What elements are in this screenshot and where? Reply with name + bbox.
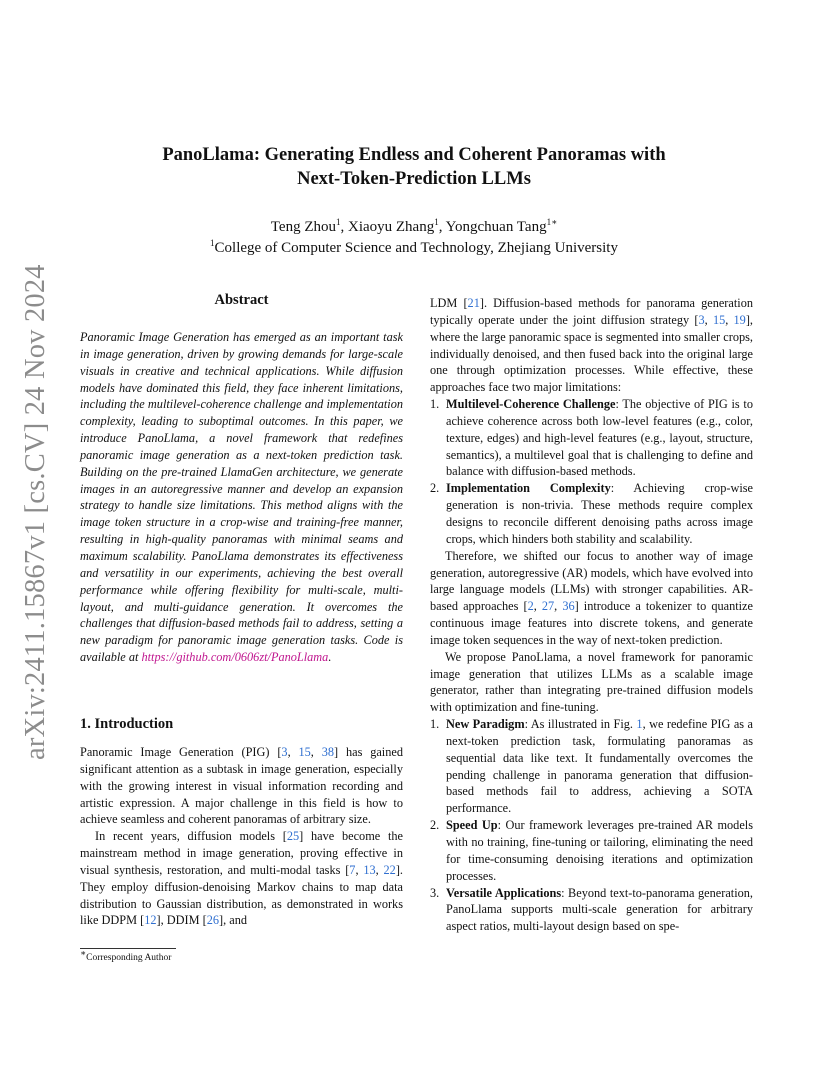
- citation-link[interactable]: 19: [733, 312, 746, 327]
- abstract-heading: Abstract: [214, 292, 269, 308]
- title-line-2: Next-Token-Prediction LLMs: [297, 169, 531, 189]
- list-item: 1. Multilevel-Coherence Challenge: The objective of PIG is to achieve coherence across both low-level features (e.g., color, texture, edges) and high-level features (e.g., layout, structure, semantics), a multilevel goal that is challenging to define and balance with diffusion-based methods.: [430, 397, 753, 479]
- citation-link[interactable]: 15: [712, 312, 726, 327]
- introduction-body: [80, 744, 403, 929]
- affiliation: $^1$College of Computer Science and Technology, Zhejiang University: [210, 238, 618, 256]
- citation-link[interactable]: 13: [363, 862, 376, 877]
- author-list: Teng Zhou$^1$, Xiaoyu Zhang$^1$, Yongchuan Tang$^{1∗}$: [270, 217, 558, 235]
- list-item: 2. Implementation Complexity: Achieving crop-wise generation is non-trivia. These methods require complex designs to reconcile different denoising paths across image crops, which hinders both stability and scalability.: [430, 481, 753, 546]
- author-name: Teng Zhou: [270, 219, 336, 235]
- paragraph: In recent years, diffusion models [25] have become the mainstream method in image generation, proving effective in visual synthesis, restoration, and multi-modal tasks [7, 13, 22]. They employ diffusion-denoising Markov chains to map data distribution to Gaussian distribution, as demonstrated in works like DDPM [12], DDIM [26], and: [80, 829, 403, 928]
- abstract-text: Panoramic Image Generation has emerged as an important task in image generation, driven by growing demands for large-scale visuals in creative and technical applications. While diffusion models have dominated this field, they face inherent limitations, including the multilevel-coherence challenge and implementation complexity, leading to suboptimal outcomes. In this paper, we introduce PanoLlama, a novel framework that redefines panoramic image generation as a next-token prediction task. Building on the pre-trained LlamaGen architecture, we generate images in an autoregressive manner and develop an expansion strategy to handle size limitations. This method aligns with the image token structure in a crop-wise and training-free manner, resulting in high-quality panoramas with minimal seams and maximum scalability. PanoLlama demonstrates its effectiveness and versatility in our experiments, achieving the best overall performance while offering flexibility for multi-scale, multi-layout, and multi-guidance generation. It overcomes the challenges that diffusion-based methods fail to address, setting a new paradigm for panoramic image generation tasks. Code is available at https://github.com/0606zt/PanoLlama.: [80, 330, 403, 665]
- citation-link[interactable]: 38: [321, 745, 335, 759]
- code-link[interactable]: https://github.com/0606zt/PanoLlama: [141, 650, 329, 665]
- citation-link[interactable]: 36: [562, 599, 575, 614]
- paragraph: LDM [21]. Diffusion-based methods for panorama generation typically operate under the joint diffusion strategy [3, 15, 19], where the large panoramic space is segmented into smaller crops, individually denoised, and then fused back into the original large one through optimization processes. While effective, these approaches face two major limitations:: [430, 296, 753, 395]
- arxiv-identifier: arXiv:2411.15867v1 [cs.CV] 24 Nov 2024: [20, 264, 51, 760]
- citation-link[interactable]: 22: [383, 862, 396, 877]
- figure-link[interactable]: 1: [636, 717, 643, 732]
- citation-link[interactable]: 2: [527, 599, 534, 614]
- contributions-list: [430, 716, 753, 935]
- footnote-rule: [80, 948, 176, 949]
- paragraph: Therefore, we shifted our focus to another way of image generation, autoregressive (AR) models, which have evolved into large language models (LLMs) with stronger capabilities. AR-based approaches [2, 27, 36] introduce a tokenizer to quantize continuous image features into discrete tokens, and generate image token sequences in the way of next-token prediction.: [430, 548, 753, 647]
- citation-link[interactable]: 7: [349, 862, 356, 877]
- author-affil-mark: 1: [335, 217, 341, 227]
- right-column: [430, 295, 753, 935]
- citation-link[interactable]: 12: [144, 913, 157, 928]
- title-line-1: PanoLlama: Generating Endless and Coherent Panoramas with: [162, 145, 666, 165]
- paragraph: Panoramic Image Generation (PIG) [3, 15, 38] has gained significant attention as a subtask in image generation, especially with the growing interest in visual information recording and artistic expression. A major challenge in this field is how to achieve seamless and coherent panoramas of arbitrary size.: [80, 745, 403, 827]
- list-item: 1. New Paradigm: As illustrated in Fig. 1, we redefine PIG as a next-token prediction task, formulating panoramas as sequential data like text. It fundamentally overcomes the pending challenge in panorama generation that diffusion-based methods fail to address, achieving a SOTA performance.: [430, 717, 753, 816]
- author-affil-mark: 1∗: [546, 217, 558, 227]
- citation-link[interactable]: 25: [286, 829, 300, 844]
- citation-link[interactable]: 27: [541, 599, 555, 614]
- citation-link[interactable]: 3: [281, 745, 288, 759]
- citation-link[interactable]: 21: [467, 296, 480, 310]
- citation-link[interactable]: 3: [698, 312, 705, 327]
- section-heading-introduction: 1. Introduction: [80, 716, 174, 732]
- authors-block: [0, 217, 828, 259]
- footnote: ∗Corresponding Author: [80, 948, 172, 964]
- list-item: 2. Speed Up: Our framework leverages pre-trained AR models with no training, fine-tuning or tailoring, eliminating the need for time-consuming denoising iterations and optimization processes.: [430, 818, 753, 883]
- author-name: Xiaoyu Zhang: [347, 219, 435, 235]
- limitations-list: [430, 396, 753, 548]
- citation-link[interactable]: 15: [298, 745, 311, 759]
- paragraph: We propose PanoLlama, a novel framework for panoramic image generation that utilizes LLMs as a scalable image generator, rather than integrating pre-trained diffusion models with optimization and fine-tuning.: [430, 649, 753, 715]
- paper-title: [0, 143, 828, 191]
- author-name: Yongchuan Tang: [445, 219, 547, 235]
- author-affil-mark: 1: [434, 217, 439, 227]
- citation-link[interactable]: 26: [206, 913, 220, 928]
- list-item: 3. Versatile Applications: Beyond text-to-panorama generation, PanoLlama supports multi-scale generation for arbitrary aspect ratios, multi-layout design based on spe-: [430, 885, 753, 934]
